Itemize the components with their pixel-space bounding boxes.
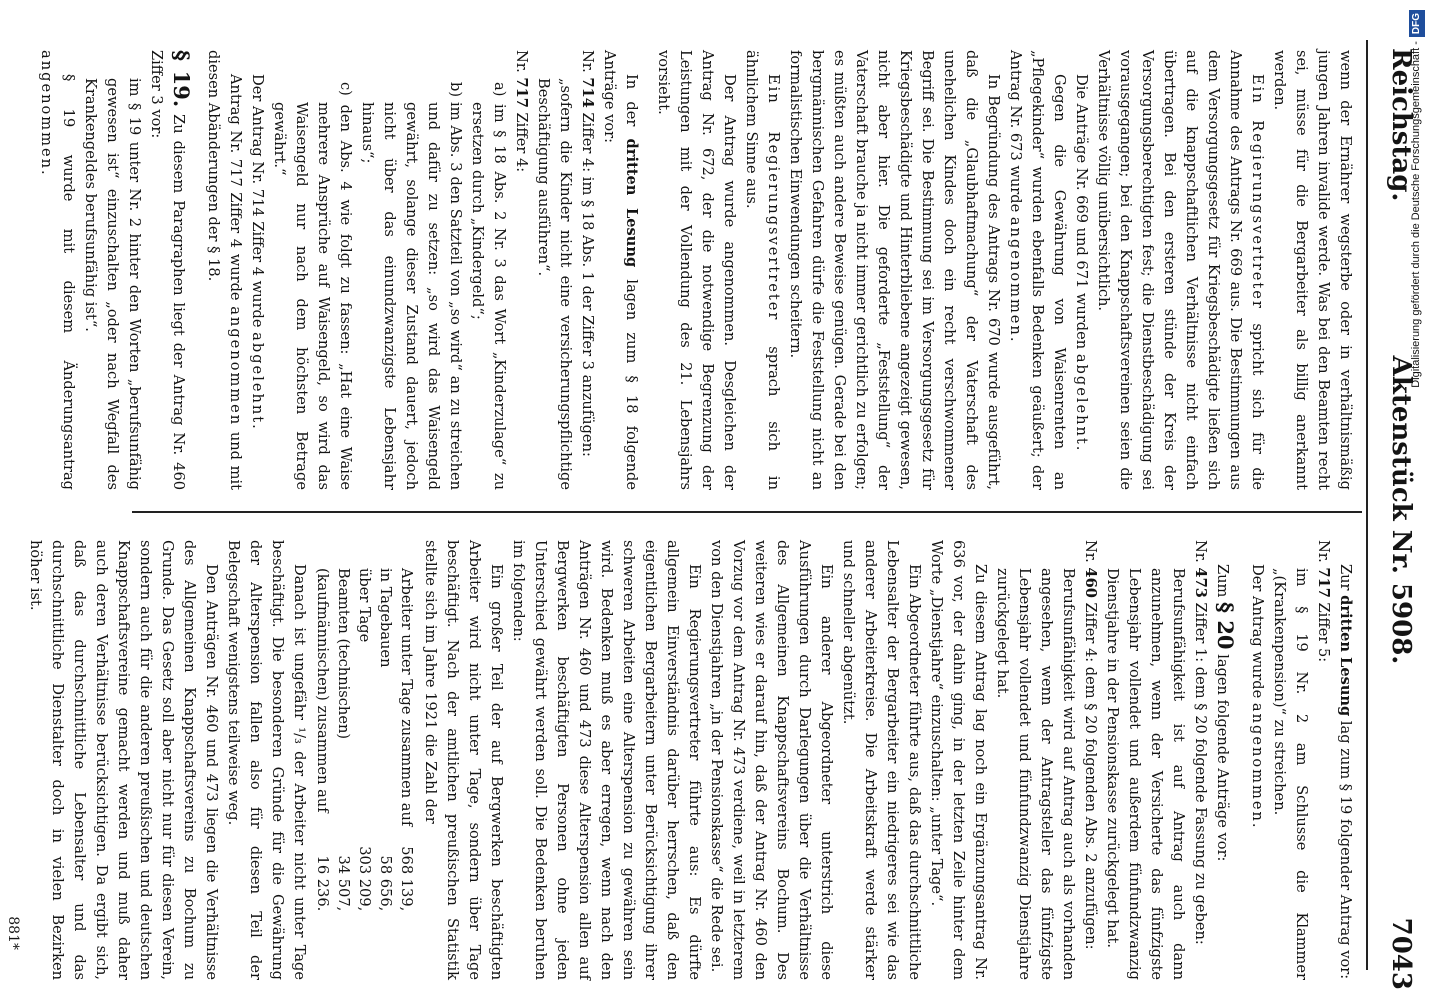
stat-label: Arbeiter unter Tage zusammen auf <box>398 568 415 827</box>
statistics-table <box>312 568 417 917</box>
paragraph: Ein anderer Abgeordneter unterstrich diese Ausführungen durch Darlegungen über die Verhältnisse des Allgemeinen Knappschaftsvereins Bochum. Des weiteren wies er darauf hin, daß der Antrag Nr. 460 den Vorzug vor dem Antrag Nr. 473 verdiene, weil in letzterem von den Dienstjahren „in der Pensionskasse“ die Rede sei. <box>708 540 835 980</box>
list-item: c) den Abs. 4 wie folgt zu fassen: „Hat eine Waise mehrere Ansprüche auf Waisengeld, so wird das Waisengeld nur nach dem höchsten Betrage gewährt.“ <box>271 82 354 490</box>
dfg-logo: DFG <box>1409 10 1425 37</box>
paragraph: Ein Regierungsvertreter sprach sich in ähnlichem Sinne aus. <box>743 50 782 491</box>
stat-value: 34 507, <box>335 855 352 912</box>
header-rule <box>1366 40 1368 970</box>
header-reichstag: Reichstag. <box>1386 48 1416 202</box>
paragraph: Gegen die Gewährung von Waisenrenten an „Pflegekinder“ wurden ebenfalls Bedenken geäußert; der Antrag Nr. 673 wurde angenommen. <box>1007 50 1068 490</box>
quoted-text: Berufsunfähigkeit wird auf Antrag auch als vorhanden angesehen, wenn der Antragsteller das fünfzigste Lebensjahr vollendet und fünfundzwanzig Dienstjahre zurückgelegt hat. <box>994 568 1077 980</box>
paragraph: Ein großer Teil der auf Bergwerken beschäftigten Arbeiter wird nicht unter Tage, sondern über Tage beschäftigt. Nach der amtlichen preußischen Statistik stellte sich im Jahre 1921 die Zahl der <box>422 540 505 980</box>
table-row <box>375 568 396 917</box>
table-row <box>354 568 375 917</box>
page-code: 881* <box>5 916 21 950</box>
left-column <box>38 50 1356 491</box>
paragraph: Der Antrag wurde angenommen. <box>1249 564 1266 830</box>
column-divider <box>132 511 1362 513</box>
stat-value: 568 139, <box>398 846 415 912</box>
digitization-credit <box>1408 10 1424 994</box>
credit-text: Digitalisierung gefördert durch die Deutsche Forschungsgemeinschaft - <box>1410 41 1422 388</box>
stat-label: Beamten (technischen) <box>335 568 352 740</box>
list-item: b) im Abs. 3 den Satzteil von „so wird“ an zu streichen und dafür zu setzen: „so wird das Waisengeld gewährt, solange dieser Zustand dauert, jedoch nicht über das einundzwanzigste Lebensjahr hinaus“; <box>359 82 464 490</box>
paragraph: Zu diesem Antrag lag noch ein Ergänzungsantrag Nr. 636 vor, der dahin ging, in der letzten Zeile hinter dem Worte „Dienstjahre“ einzuschalten: „unter Tage“. <box>928 540 989 980</box>
table-row <box>312 568 333 917</box>
quoted-text: „sofern die Kinder nicht eine versicherungspflichtige Beschäftigung ausführen“. <box>535 78 574 490</box>
paragraph: Ein Regierungsvertreter spricht sich für die Annahme des Antrags Nr. 669 aus. Die Bestimmungen aus dem Versorgungsgesetz für Kriegsbeschädigte ließen sich auf die knappschaftlichen Verhältnisse nicht einfach übertragen. Bei den ersteren stünde der Kreis der Versorgungsberechtigten fest; die Dienstbeschädigung sei vorausgegangen; bei den Knappschaftsvereinen seien die Verhältnisse völlig unübersichtlich. <box>1095 50 1266 491</box>
paragraph: In der dritten Lesung lagen zum § 18 folgende Anträge vor: <box>601 50 640 490</box>
section-heading: § 19. <box>169 50 194 108</box>
motion-reference: Nr. 714 Ziffer 4: im § 18 Abs. 1 der Ziffer 3 anzufügen: <box>579 50 596 457</box>
paragraph: Die Anträge Nr. 669 und 671 wurden abgelehnt. <box>1073 74 1090 453</box>
right-column <box>5 540 1356 980</box>
paragraph: Antrag Nr. 717 Ziffer 4 wurde angenommen und mit diesen Abänderungen der § 18. <box>205 50 244 490</box>
stat-label: (kaufmännischen) zusammen auf <box>314 568 331 813</box>
paragraph: § 19 wurde mit diesem Änderungsantrag angenommen. <box>38 50 77 490</box>
header-page-number: 7043 <box>1386 917 1416 990</box>
stat-value: 303 209, <box>356 846 373 912</box>
quoted-text: Berufsunfähigkeit ist auf Antrag auch dann anzunehmen, wenn der Versicherte das fünfzigste Lebensjahr vollendet und außerdem fünfundzwanzig Dienstjahre in der Pensionskasse zurückgelegt hat. <box>1104 568 1187 980</box>
table-row <box>333 568 354 917</box>
paragraph: wenn der Ernährer wegsterbe oder in verhältnismäßig jungen Jahren invalide werde. Was bei den Beamten recht sei, müsse für die Bergarbeiter als billig anerkannt werden. <box>1271 50 1354 490</box>
stat-label: über Tage <box>356 568 373 643</box>
paragraph: Danach ist ungefähr ¹/₃ der Arbeiter nicht unter Tage beschäftigt. Die besonderen Gründe für die Gewährung der Alterspension fallen also für diesen Teil der Belegschaft wenigstens teilweise weg. <box>225 540 308 980</box>
table-row <box>396 568 417 917</box>
motion-reference: Nr. 717 Ziffer 5: <box>1315 540 1332 663</box>
paragraph: Ein Abgeordneter führte aus, daß das durchschnittliche Lebensalter der Bergarbeiter ein niedrigeres sei wie das anderer Arbeiterkreise. Die Arbeitskraft werde stärker und schneller abgenützt. <box>840 540 923 980</box>
section-heading: § 20 <box>1213 602 1238 650</box>
motion-reference: Nr. 717 Ziffer 4: <box>513 50 530 173</box>
stat-value: 58 656, <box>377 855 394 912</box>
stat-label: in Tagebauen <box>377 568 394 668</box>
list-item: a) im § 18 Abs. 2 Nr. 3 das Wort „Kinderzulage“ zu ersetzen durch „Kindergeld“; <box>469 82 508 490</box>
paragraph: Der Antrag Nr. 714 Ziffer 4 wurde abgelehnt. <box>249 74 266 431</box>
header-document-number: Aktenstück Nr. 5908. <box>1386 355 1416 665</box>
paragraph: In Begründung des Antrags Nr. 670 wurde ausgeführt, daß die „Glaubhaftmachung“ der Vaterschaft des unehelichen Kindes doch ein recht verschwommener Begriff sei. Die Bestimmung sei im Versorgungsgesetz für Kriegsbeschädigte und Hinterbliebene angezeigt gewesen, nicht aber hier. Die geforderte „Feststellung“ der Vaterschaft brauche ja nicht immer gerichtlich zu erfolgen; es müßten auch andere Beweise genügen. Gerade bei den bergmännischen Gefahren dürfe die Feststellung nicht an formalistischen Einwendungen scheitern. <box>787 50 1002 491</box>
motion-reference: Nr. 473 Ziffer 1: dem § 20 folgende Fassung zu geben: <box>1192 540 1209 945</box>
paragraph: Den Anträgen Nr. 460 und 473 liegen die Verhältnisse des Allgemeinen Knappschaftsvereins zu Bochum zu Grunde. Das Gesetz soll aber nicht nur für diesen Verein, sondern auch für die anderen preußischen und deutschen Knappschaftsvereine gemacht werden und muß daher auch deren Verhältnisse berücksichtigen. Da ergibt sich, daß das durchschnittliche Lebensalter und das durchschnittliche Dienstalter doch in vielen Bezirken höher ist. <box>27 540 220 980</box>
quoted-text: im § 19 unter Nr. 2 hinter den Worten „berufsunfähig gewesen ist“ einzuschalten „oder nach Wegfall des Krankengeldes berufsunfähig ist“. <box>82 78 143 490</box>
paragraph: Zum § 20 lagen folgende Anträge vor: <box>1213 564 1238 862</box>
quoted-text: im § 19 Nr. 2 am Schlusse die Klammer „(Krankenpension)“ zu streichen. <box>1271 568 1310 980</box>
paragraph: Ein Regierungsvertreter führte aus: Es dürfte allgemein Einverständnis darüber herrschen, daß den eigentlichen Bergarbeitern unter Berücksichtigung ihrer schweren Arbeiten eine Alterspension zu gewähren sein wird. Bedenken muß es aber erregen, wenn nach den Anträgen Nr. 460 und 473 diese Alterspension allen auf Bergwerken beschäftigten Personen ohne jeden Unterschied gewährt werden soll. Die Bedenken beruhen im folgenden: <box>510 540 703 980</box>
section-paragraph: § 19. Zu diesem Paragraphen liegt der Antrag Nr. 460 Ziffer 3 vor: <box>148 50 194 491</box>
stat-value: 16 236. <box>314 855 331 912</box>
paragraph: Der Antrag wurde angenommen. Desgleichen der Antrag Nr. 672, der die notwendige Begrenzung der Leistungen mit der Vollendung des 21. Lebensjahrs vorsieht. <box>655 50 738 490</box>
motion-reference: Nr. 460 Ziffer 4: dem § 20 folgenden Abs. 2 anzufügen: <box>1082 540 1099 950</box>
paragraph: Zur dritten Lesung lag zum § 19 folgender Antrag vor: <box>1337 564 1354 980</box>
